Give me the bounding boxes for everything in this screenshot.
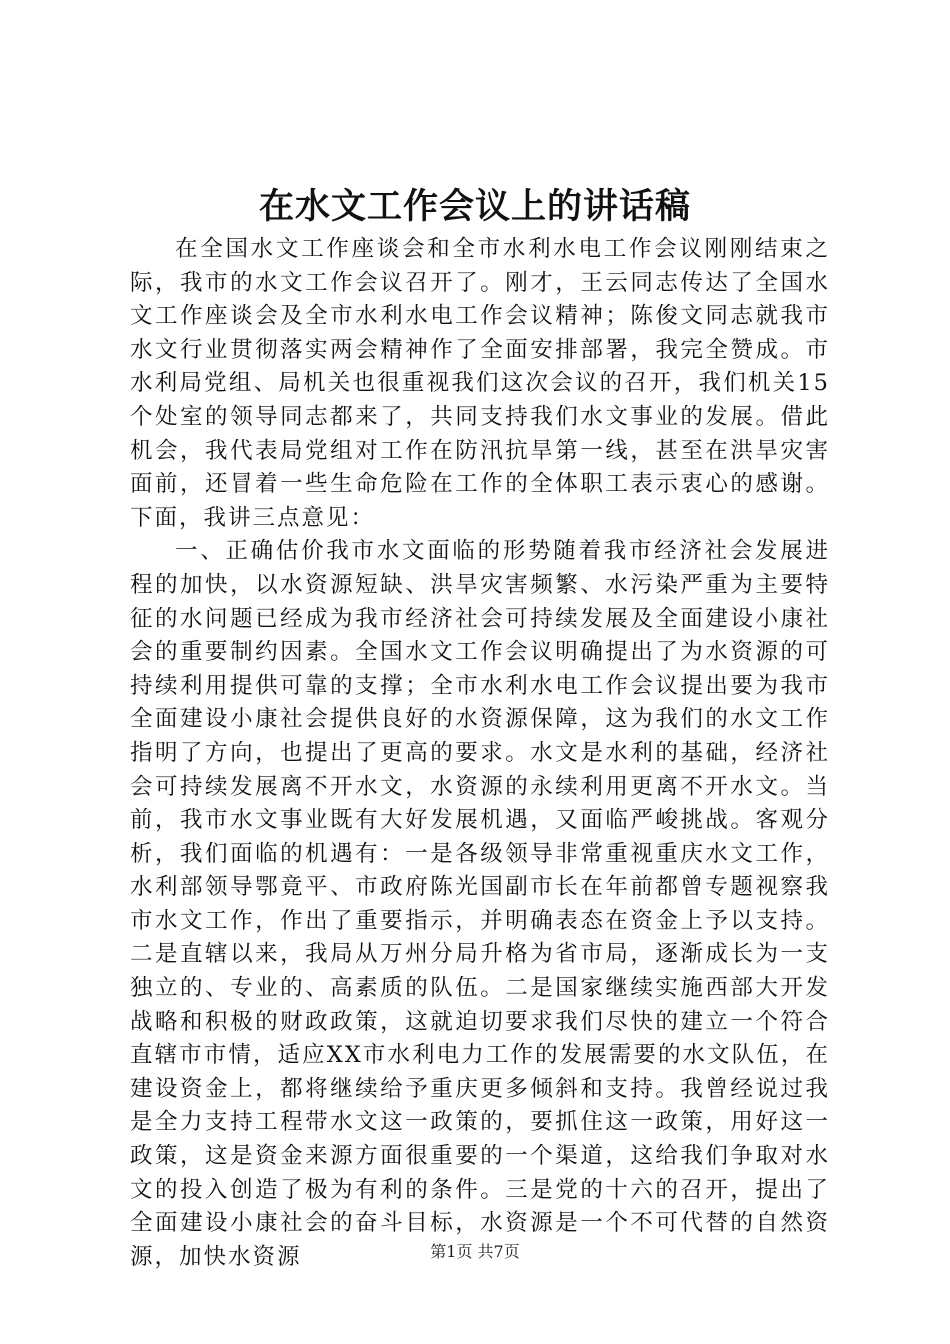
page-number-footer: 第1页 共7页 <box>430 1242 520 1261</box>
paragraph-1: 在全国水文工作座谈会和全市水利水电工作会议刚刚结束之际，我市的水文工作会议召开了。刚才，王云同志传达了全国水文工作座谈会及全市水利水电工作会议精神；陈俊文同志就我市水文行业贯彻落实两会精神作了全面安排部署，我完全赞成。市水利局党组、局机关也很重视我们这次会议的召开，我们机关15个处室的领导同志都来了，共同支持我们水文事业的发展。借此机会，我代表局党组对工作在防汛抗旱第一线，甚至在洪旱灾害面前，还冒着一些生命危险在工作的全体职工表示衷心的感谢。下面，我讲三点意见： <box>130 236 830 531</box>
document-title: 在水文工作会议上的讲话稿 <box>258 186 691 227</box>
paragraph-2: 一、正确估价我市水文面临的形势随着我市经济社会发展进程的加快，以水资源短缺、洪旱灾害频繁、水污染严重为主要特征的水问题已经成为我市经济社会可持续发展及全面建设小康社会的重要制约因素。全国水文工作会议明确提出了为水资源的可持续利用提供可靠的支撑；全市水利水电工作会议提出要为我市全面建设小康社会提供良好的水资源保障，这为我们的水文工作指明了方向，也提出了更高的要求。水文是水利的基础，经济社会可持续发展离不开水文，水资源的永续利用更离不开水文。当前，我市水文事业既有大好发展机遇，又面临严峻挑战。客观分析，我们面临的机遇有：一是各级领导非常重视重庆水文工作，水利部领导鄂竟平、市政府陈光国副市长在年前都曾专题视察我市水文工作，作出了重要指示，并明确表态在资金上予以支持。二是直辖以来，我局从万州分局升格为省市局，逐渐成长为一支独立的、专业的、高素质的队伍。二是国家继续实施西部大开发战略和积极的财政政策，这就迫切要求我们尽快的建立一个符合直辖市市情，适应XX市水利电力工作的发展需要的水文队伍，在建设资金上，都将继续给予重庆更多倾斜和支持。我曾经说过我是全力支持工程带水文这一政策的，要抓住这一政策，用好这一政策，这是资金来源方面很重要的一个渠道，这给我们争取对水文的投入创造了极为有利的条件。三是党的十六的召开，提出了全面建设小康社会的奋斗目标，水资源是一个不可代替的自然资源，加快水资源 <box>130 538 830 1270</box>
document-body <box>130 233 830 1274</box>
